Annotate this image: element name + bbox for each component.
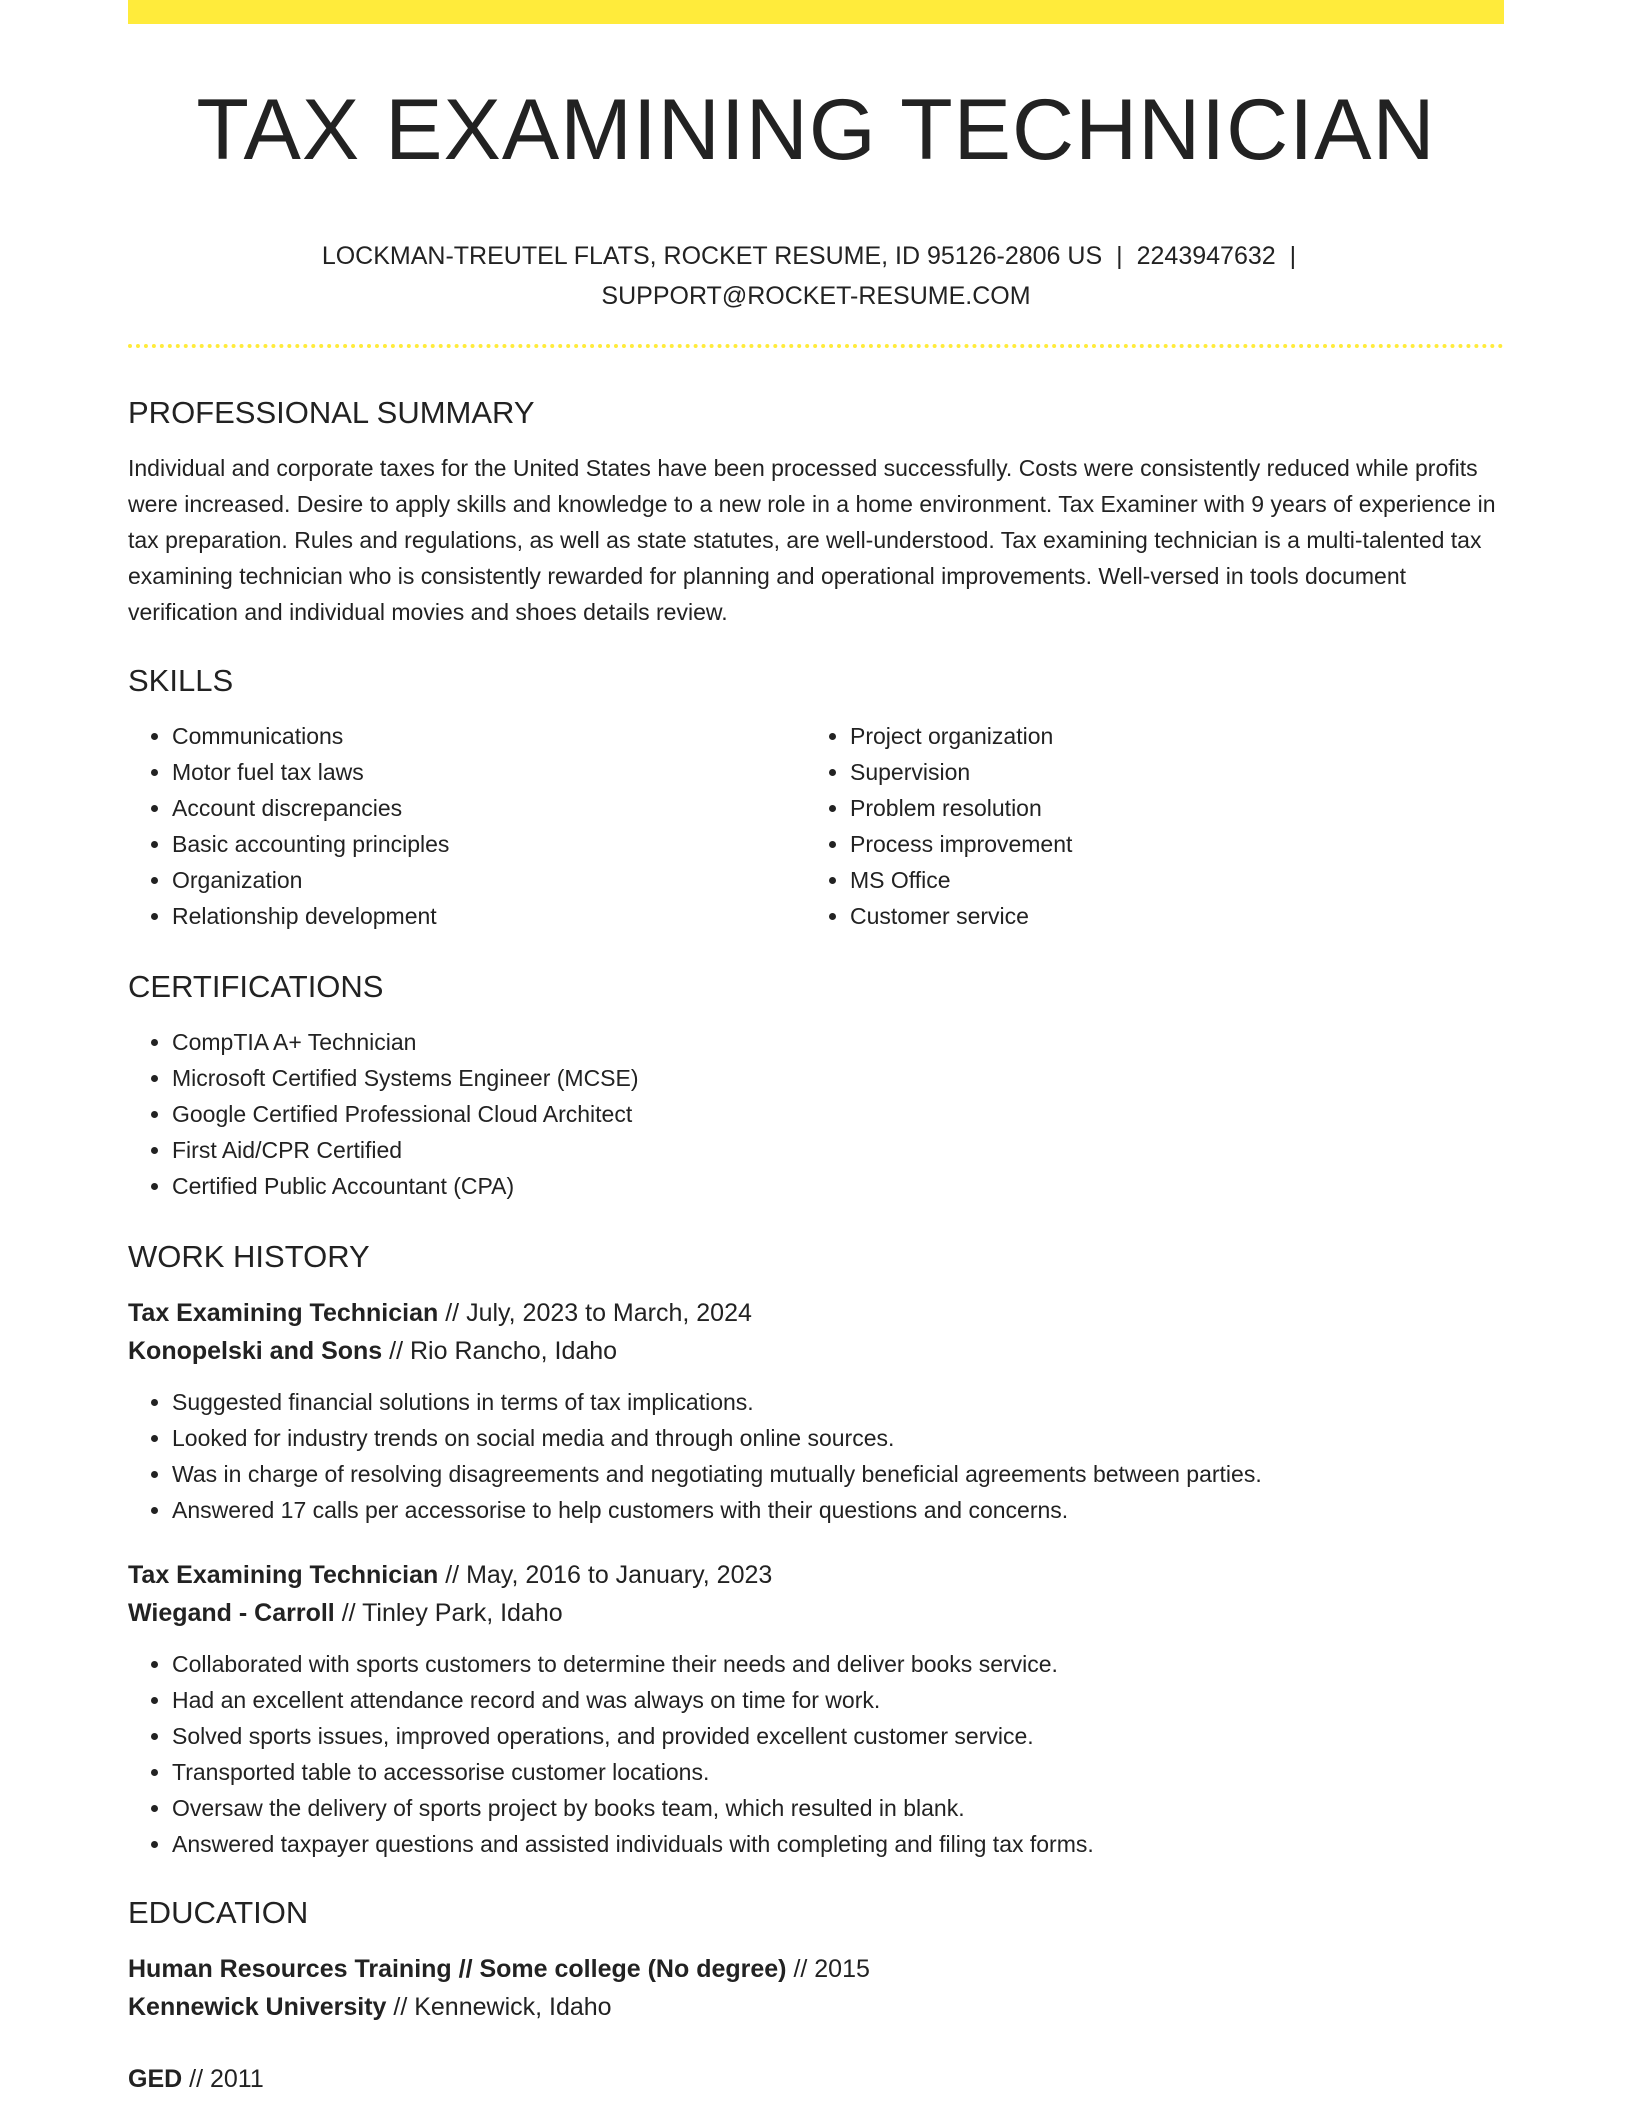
education-school: Kennewick University <box>128 1993 387 2021</box>
job-duty-item: • Solved sports issues, improved operations, and provided excellent customer service. <box>172 1718 1504 1754</box>
section-title-skills: SKILLS <box>128 663 234 698</box>
job-duty-item: • Collaborated with sports customers to determine their needs and deliver books service. <box>172 1646 1504 1682</box>
section-title-work-history: WORK HISTORY <box>128 1239 370 1274</box>
certification-item: • Certified Public Accountant (CPA) <box>172 1168 1504 1204</box>
skills-grid <box>128 718 1504 934</box>
skill-item: • MS Office <box>850 862 1484 898</box>
summary-section <box>128 390 1504 630</box>
job-duties-list <box>128 1646 1504 1862</box>
job-title-line <box>128 1294 1504 1332</box>
section-title-summary: PROFESSIONAL SUMMARY <box>128 395 535 430</box>
contact-address: LOCKMAN-TREUTEL FLATS, ROCKET RESUME, ID 95126-2806 US <box>321 242 1103 270</box>
skill-item: • Relationship development <box>172 898 806 934</box>
header-divider <box>128 344 1504 348</box>
education-degree-line <box>128 1950 1504 1988</box>
skill-item: • Communications <box>172 718 806 754</box>
job-dates: // May, 2016 to January, 2023 <box>438 1561 773 1589</box>
education-entry <box>128 1950 1504 2026</box>
job-title-line <box>128 1556 1504 1594</box>
certification-item: • Microsoft Certified Systems Engineer (MCSE) <box>172 1060 1504 1096</box>
contact-email: SUPPORT@ROCKET-RESUME.COM <box>601 282 1031 310</box>
job-entry <box>128 1294 1504 1528</box>
job-location: // Tinley Park, Idaho <box>334 1599 563 1627</box>
job-company-line <box>128 1332 1504 1370</box>
skill-item: • Customer service <box>850 898 1484 934</box>
education-year: // 2015 <box>786 1955 870 1983</box>
skill-item: • Process improvement <box>850 826 1484 862</box>
certifications-section <box>128 964 1504 1204</box>
resume-content <box>128 390 1504 2112</box>
contact-separator: | <box>1289 242 1297 270</box>
education-degree: Human Resources Training // Some college (No degree) <box>128 1955 787 1983</box>
skill-item: • Supervision <box>850 754 1484 790</box>
resume-page <box>128 0 1504 2112</box>
contact-separator: | <box>1116 242 1123 270</box>
skill-item: • Basic accounting principles <box>172 826 806 862</box>
page-title: TAX EXAMINING TECHNICIAN <box>196 82 1436 178</box>
job-dates: // July, 2023 to March, 2024 <box>438 1299 752 1327</box>
job-company: Wiegand - Carroll <box>128 1599 335 1627</box>
job-company-line <box>128 1594 1504 1632</box>
accent-top-bar <box>128 0 1504 24</box>
contact-line-1 <box>128 236 1504 276</box>
skill-item: • Account discrepancies <box>172 790 806 826</box>
certifications-list <box>128 1024 1504 1204</box>
education-location: // Kennewick, Idaho <box>386 1993 612 2021</box>
skill-item: • Motor fuel tax laws <box>172 754 806 790</box>
skill-item: • Organization <box>172 862 806 898</box>
contact-info <box>128 236 1504 316</box>
education-entry <box>128 2060 1504 2098</box>
skills-list-right <box>806 718 1484 934</box>
job-role: Tax Examining Technician <box>128 1299 439 1327</box>
skill-item: • Problem resolution <box>850 790 1484 826</box>
certification-item: • Google Certified Professional Cloud Architect <box>172 1096 1504 1132</box>
job-role: Tax Examining Technician <box>128 1561 439 1589</box>
job-entry <box>128 1556 1504 1862</box>
education-degree-line <box>128 2060 1504 2098</box>
job-duties-list <box>128 1384 1504 1528</box>
education-school-line <box>128 1988 1504 2026</box>
education-year: // 2011 <box>182 2065 264 2093</box>
education-section <box>128 1890 1504 2098</box>
job-duty-item: • Answered taxpayer questions and assisted individuals with completing and filing tax forms. <box>172 1826 1504 1862</box>
job-company: Konopelski and Sons <box>128 1337 383 1365</box>
summary-text: Individual and corporate taxes for the United States have been processed successfully. Costs were consistently reduced while profits were increased. Desire to apply skills and knowledge to a new role in a home environment. Tax Examiner with 9 years of experience in tax preparation. Rules and regulations, as well as state statutes, are well-understood. Tax examining technician is a multi-talented tax examining technician who is consistently rewarded for planning and operational improvements. Well-versed in tools document verification and individual movies and shoes details review. <box>128 455 1496 625</box>
job-duty-item: • Was in charge of resolving disagreements and negotiating mutually beneficial agreements between parties. <box>172 1456 1504 1492</box>
certification-item: • CompTIA A+ Technician <box>172 1024 1504 1060</box>
job-duty-item: • Transported table to accessorise customer locations. <box>172 1754 1504 1790</box>
section-title-certifications: CERTIFICATIONS <box>128 969 384 1004</box>
education-degree: GED <box>128 2065 183 2093</box>
skills-list-left <box>128 718 806 934</box>
job-duty-item: • Oversaw the delivery of sports project by books team, which resulted in blank. <box>172 1790 1504 1826</box>
skills-section <box>128 658 1504 934</box>
section-title-education: EDUCATION <box>128 1895 309 1930</box>
skill-item: • Project organization <box>850 718 1484 754</box>
contact-line-2 <box>128 276 1504 316</box>
job-duty-item: • Looked for industry trends on social media and through online sources. <box>172 1420 1504 1456</box>
certification-item: • First Aid/CPR Certified <box>172 1132 1504 1168</box>
job-duty-item: • Had an excellent attendance record and was always on time for work. <box>172 1682 1504 1718</box>
job-duty-item: • Suggested financial solutions in terms of tax implications. <box>172 1384 1504 1420</box>
job-duty-item: • Answered 17 calls per accessorise to help customers with their questions and concerns. <box>172 1492 1504 1528</box>
contact-phone: 2243947632 <box>1136 242 1276 270</box>
work-history-section <box>128 1234 1504 1862</box>
job-location: // Rio Rancho, Idaho <box>382 1337 618 1365</box>
